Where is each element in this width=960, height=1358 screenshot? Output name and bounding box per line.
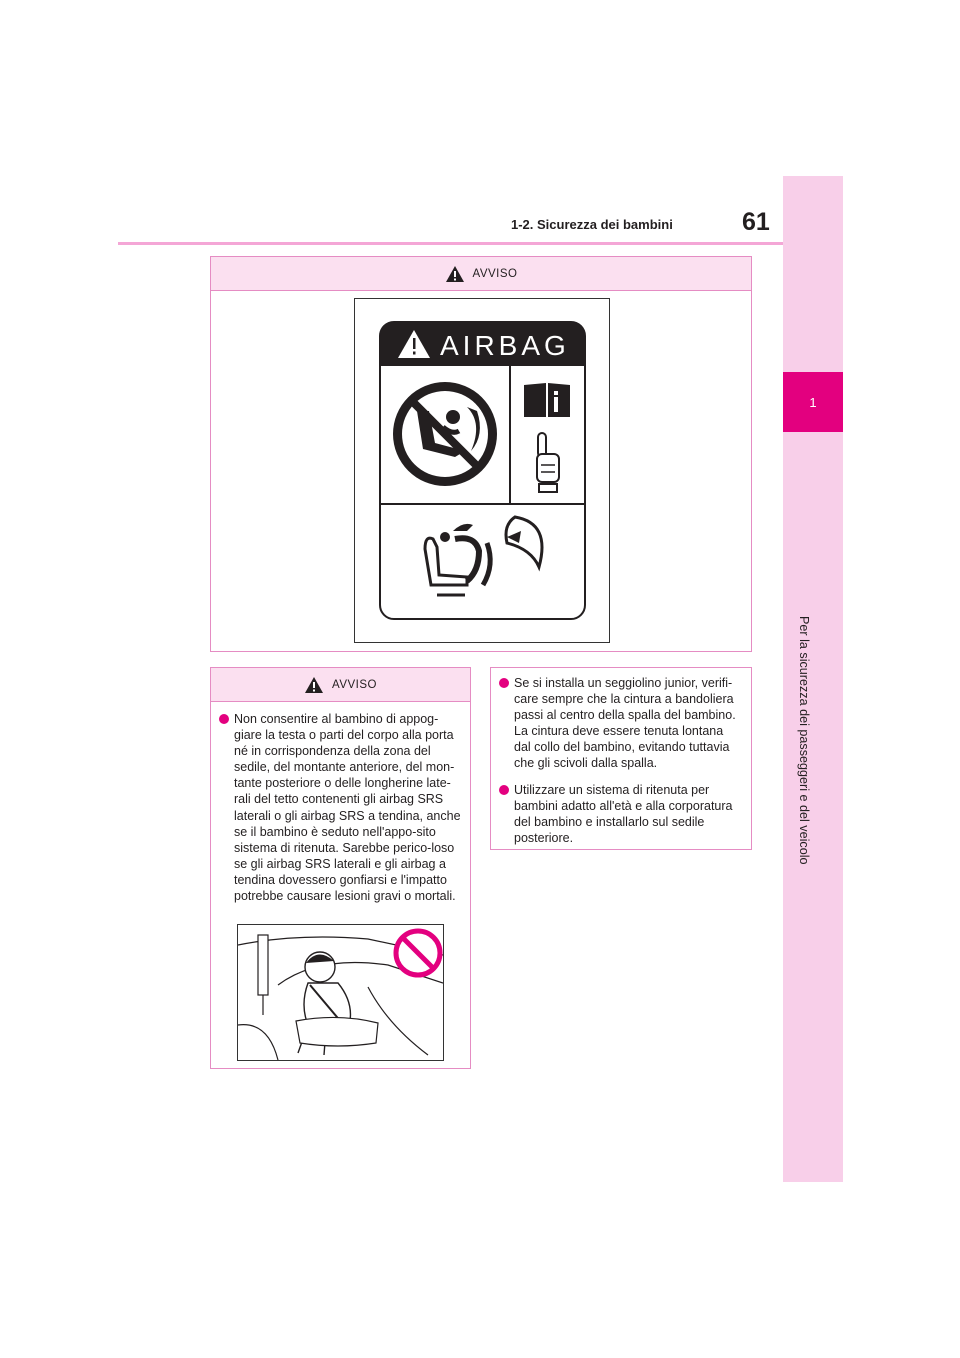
bullet-dot bbox=[499, 678, 509, 688]
page-number: 61 bbox=[742, 208, 770, 236]
warning-bullet bbox=[217, 711, 462, 904]
warning-header bbox=[211, 257, 751, 291]
bullet-text: Utilizzare un sistema di ritenuta per bambini adatto all'età e alla corporatura del bambino e installarlo sul sedile posteriore. bbox=[514, 782, 733, 845]
header-rule bbox=[118, 242, 783, 245]
warning-box-airbag bbox=[210, 256, 752, 652]
chapter-side-tab bbox=[783, 176, 843, 1182]
child-in-seat-illustration bbox=[237, 924, 444, 1061]
no-child-seat-icon bbox=[393, 382, 497, 486]
warning-bullet bbox=[497, 675, 743, 772]
bullet-dot bbox=[219, 714, 229, 724]
bullet-text: Se si installa un seggiolino junior, verifi-care sempre che la cintura a bandoliera passi al centro della spalla del bambino. La cintura deve essere tenuta lontana dal collo del bambino, evitando tuttavia che gli scivoli dalla spalla. bbox=[514, 676, 736, 771]
bullet-dot bbox=[499, 785, 509, 795]
warning-triangle-icon bbox=[304, 676, 324, 694]
section-title: 1-2. Sicurezza dei bambini bbox=[511, 217, 673, 232]
warning-heading: AVVISO bbox=[472, 267, 518, 280]
warning-box-junior-seat bbox=[490, 667, 752, 850]
warning-triangle-icon bbox=[445, 265, 465, 283]
bullet-text: Non consentire al bambino di appog-giare la testa o parti del corpo alla porta né in corrispondenza della zona del sedile, del montante anteriore, del mon-tante posteriore o delle longherine late-rali del tetto contenenti gli airbag SRS laterali o gli airbag SRS a tendina, anche se il bambino è seduto nell'appo-sito sistema di ritenuta. Sarebbe perico-loso se gli airbag SRS laterali e gli airbag a tendina dovessero gonfiarsi e l'impatto potrebbe causare lesioni gravi o mortali. bbox=[234, 712, 461, 904]
airbag-label-text: AIRBAG bbox=[440, 330, 570, 361]
chapter-label: Per la sicurezza dei passeggeri e del veicolo bbox=[797, 616, 811, 865]
chapter-number: 1 bbox=[783, 372, 843, 432]
warning-header bbox=[211, 668, 470, 702]
prohibited-icon bbox=[396, 931, 440, 975]
child-seat-illustration-svg bbox=[238, 925, 443, 1060]
warning-bullet bbox=[497, 782, 743, 846]
airbag-label-svg bbox=[355, 299, 609, 642]
warning-box-child-position bbox=[210, 667, 471, 1069]
warning-heading: AVVISO bbox=[332, 678, 377, 691]
airbag-label-figure bbox=[354, 298, 610, 643]
